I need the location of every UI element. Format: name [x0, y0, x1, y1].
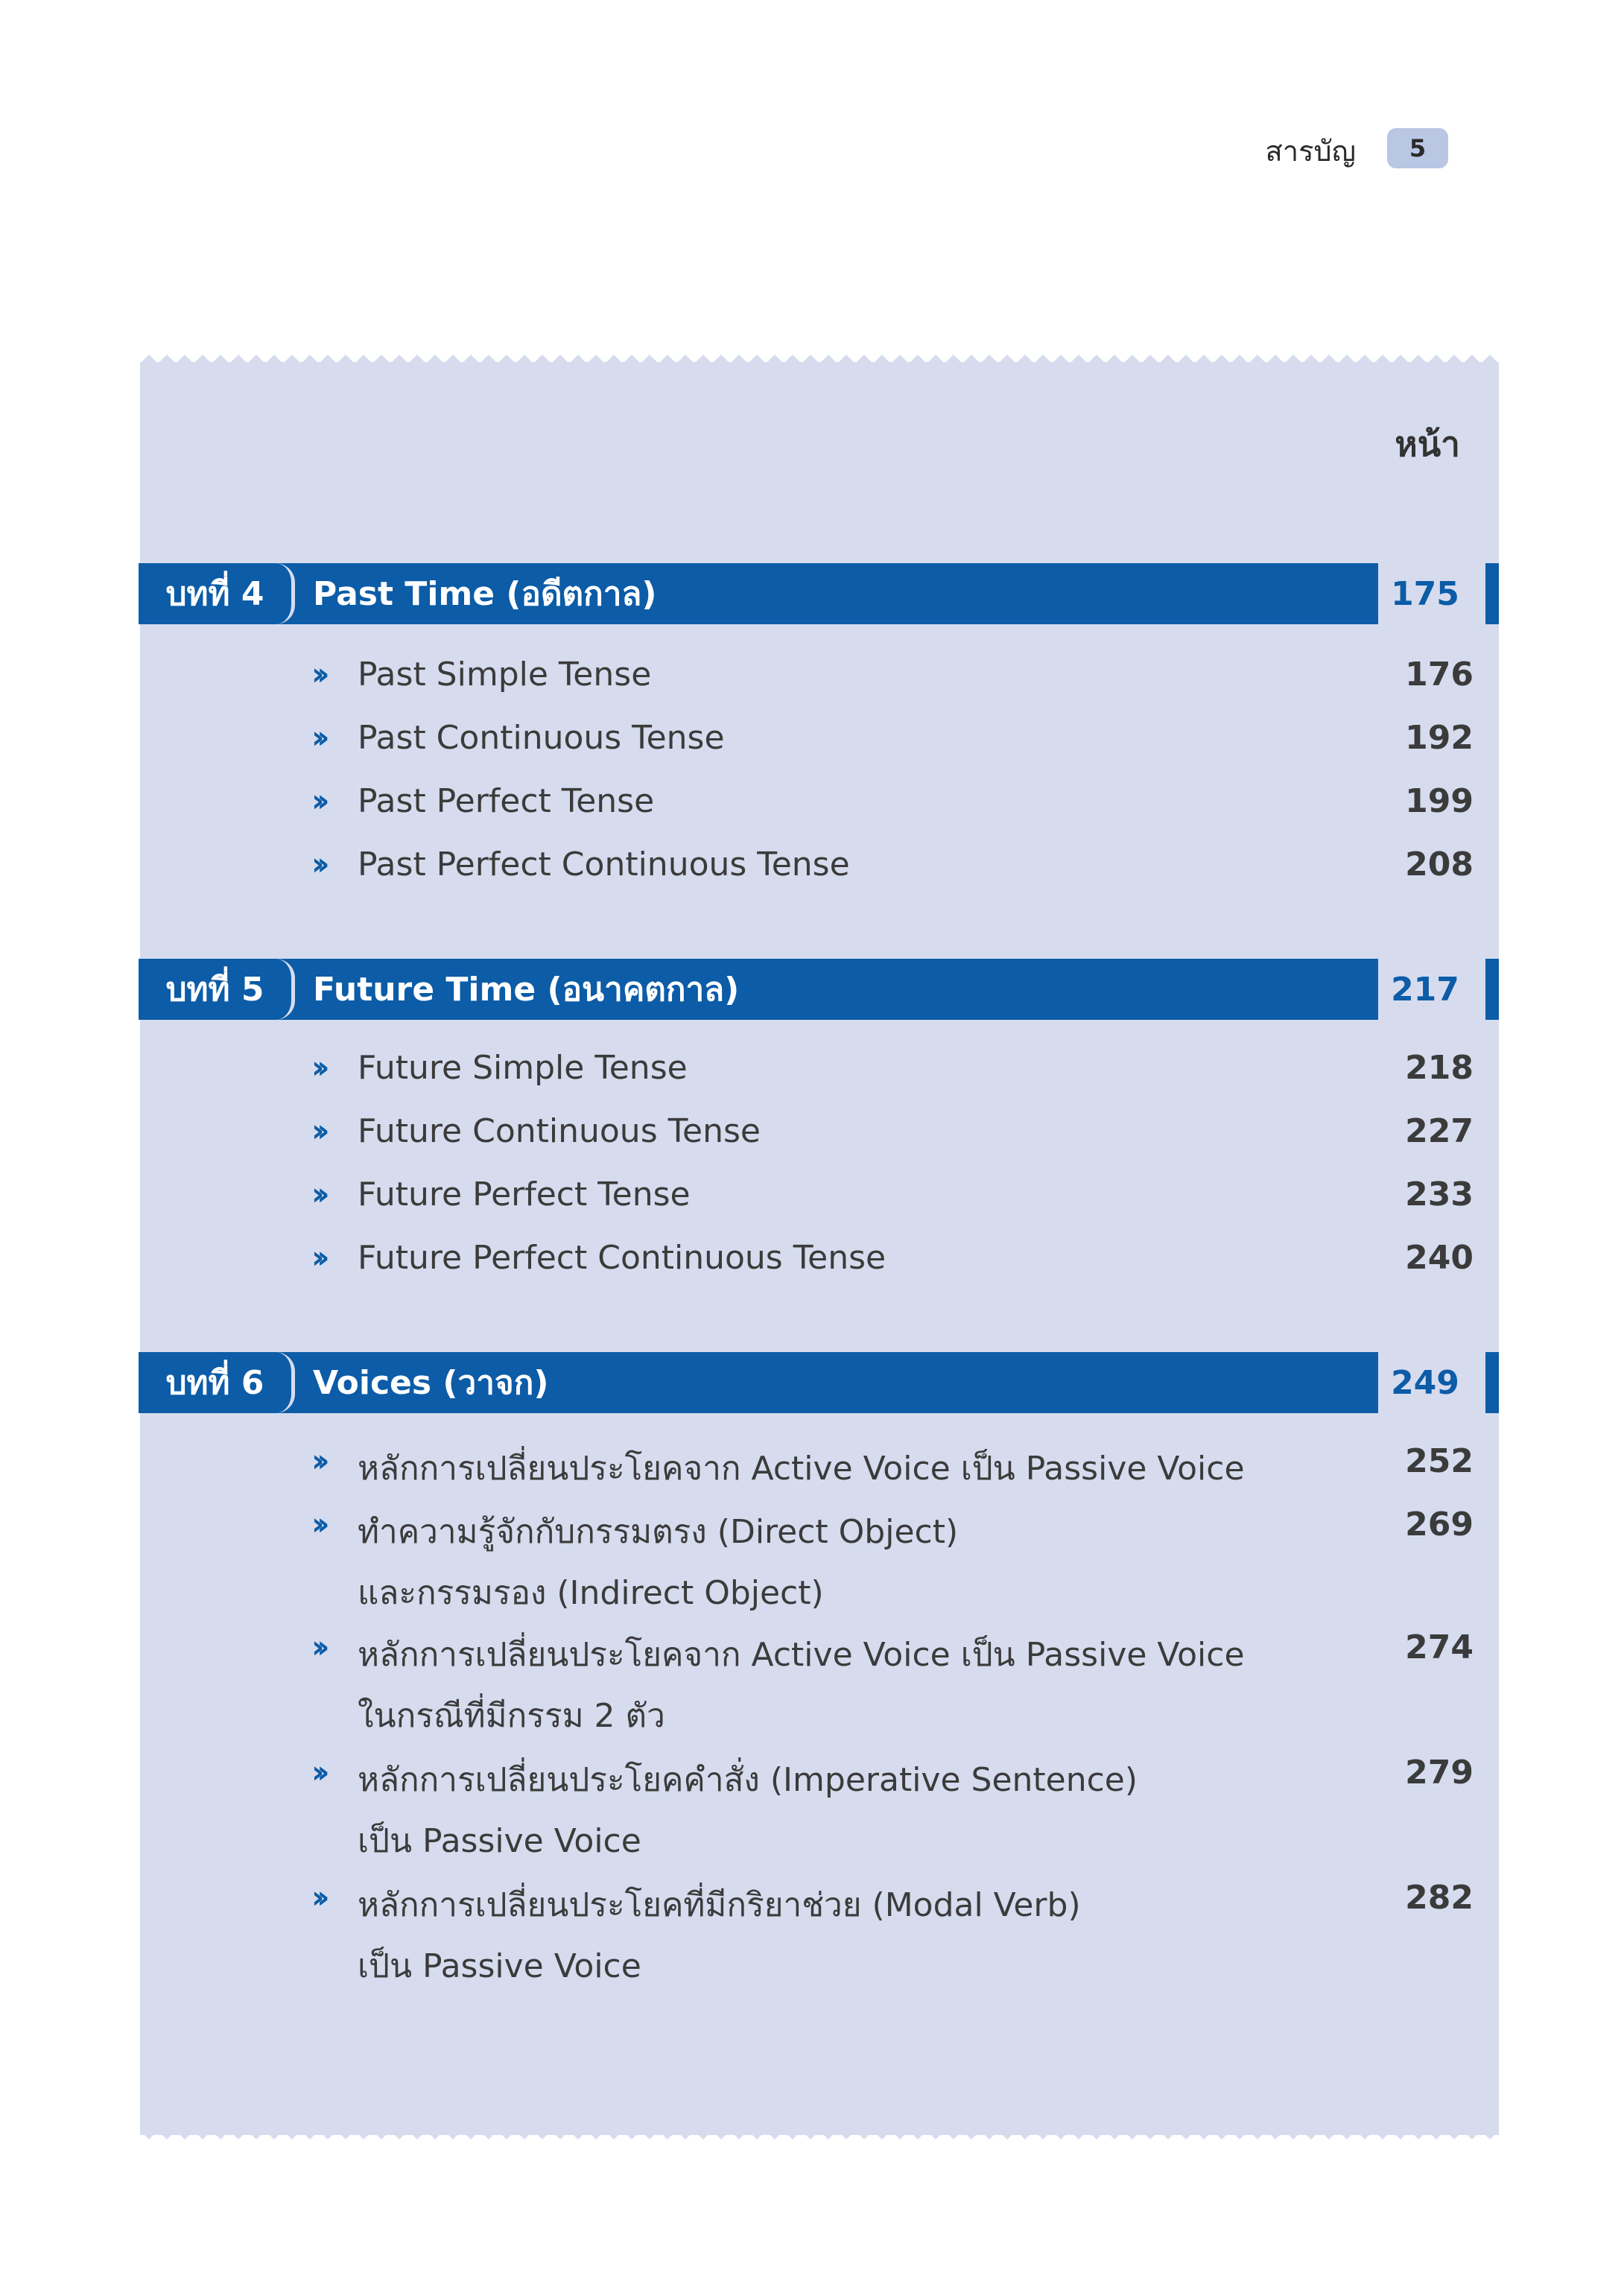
- chapter-page-number: 249: [1391, 1363, 1459, 1402]
- double-chevron-right-icon: ››: [311, 1754, 323, 1790]
- toc-entry-page: 176: [1405, 656, 1474, 694]
- toc-entry-text-continued: เป็น Passive Voice: [358, 1822, 641, 1860]
- toc-entry-page: 208: [1405, 846, 1474, 884]
- toc-entry-text: Past Continuous Tense: [358, 719, 725, 757]
- double-chevron-right-icon: ››: [311, 1879, 323, 1915]
- toc-entry-text: Past Perfect Tense: [358, 782, 655, 820]
- chapter-number-tab[interactable]: บทที่ 4: [139, 563, 295, 624]
- toc-entry-text: Future Continuous Tense: [358, 1112, 761, 1150]
- toc-entry-text-continued: และกรรมรอง (Indirect Object): [358, 1574, 824, 1612]
- chapter-page-number: 175: [1391, 574, 1459, 613]
- panel-bottom-zigzag-edge: [140, 2131, 1499, 2141]
- double-chevron-right-icon: ››: [311, 1049, 323, 1085]
- section-title: สารบัญ: [1265, 135, 1356, 168]
- toc-entry-page: 240: [1405, 1239, 1474, 1277]
- double-chevron-right-icon: ››: [311, 656, 323, 692]
- toc-entry-page: 192: [1405, 719, 1474, 757]
- toc-entry-text-continued: เป็น Passive Voice: [358, 1947, 641, 1985]
- double-chevron-right-icon: ››: [311, 1442, 323, 1479]
- toc-entry-text: Future Perfect Tense: [358, 1176, 691, 1214]
- toc-entry-text: หลักการเปลี่ยนประโยคคำสั่ง (Imperative Sentence): [358, 1761, 1138, 1799]
- chapter-number-tab[interactable]: บทที่ 6: [139, 1352, 295, 1413]
- toc-entry-page: 282: [1405, 1879, 1474, 1917]
- chapter-bar-edge: [1485, 1352, 1499, 1413]
- double-chevron-right-icon: ››: [311, 1239, 323, 1275]
- chapter-bar-edge: [1485, 959, 1499, 1020]
- toc-entry-text: Past Perfect Continuous Tense: [358, 846, 850, 884]
- chapter-bar-edge: [1485, 563, 1499, 624]
- toc-entry-page: 233: [1405, 1176, 1474, 1214]
- chapter-number-tab[interactable]: บทที่ 5: [139, 959, 295, 1020]
- double-chevron-right-icon: ››: [311, 1628, 323, 1665]
- toc-entry-page: 199: [1405, 782, 1474, 820]
- toc-entry-text: Future Perfect Continuous Tense: [358, 1239, 886, 1277]
- chapter-title[interactable]: Future Time (อนาคตกาล): [313, 971, 740, 1009]
- toc-entry-page: 274: [1405, 1628, 1474, 1666]
- toc-entry-page: 252: [1405, 1442, 1474, 1480]
- double-chevron-right-icon: ››: [311, 782, 323, 819]
- double-chevron-right-icon: ››: [311, 846, 323, 882]
- toc-entry-page: 279: [1405, 1754, 1474, 1792]
- toc-entry-text: หลักการเปลี่ยนประโยคจาก Active Voice เป็น Passive Voice: [358, 1450, 1245, 1488]
- double-chevron-right-icon: ››: [311, 1176, 323, 1212]
- toc-entry-text: Future Simple Tense: [358, 1049, 688, 1087]
- toc-entry-page: 218: [1405, 1049, 1474, 1087]
- double-chevron-right-icon: ››: [311, 1506, 323, 1542]
- toc-entry-page: 269: [1405, 1506, 1474, 1544]
- page-number-badge: 5: [1387, 128, 1448, 168]
- toc-entry-text: หลักการเปลี่ยนประโยคจาก Active Voice เป็น Passive Voice: [358, 1636, 1245, 1674]
- toc-entry-text-continued: ในกรณีที่มีกรรม 2 ตัว: [358, 1697, 665, 1735]
- toc-entry-text: Past Simple Tense: [358, 656, 652, 694]
- chapter-title[interactable]: Past Time (อดีตกาล): [313, 575, 657, 613]
- toc-entry-text: หลักการเปลี่ยนประโยคที่มีกริยาช่วย (Modal Verb): [358, 1886, 1081, 1924]
- double-chevron-right-icon: ››: [311, 1112, 323, 1149]
- toc-entry-text: ทำความรู้จักกับกรรมตรง (Direct Object): [358, 1513, 959, 1551]
- chapter-page-number: 217: [1391, 970, 1459, 1009]
- toc-entry-page: 227: [1405, 1112, 1474, 1150]
- page-column-label: หน้า: [1395, 424, 1460, 464]
- double-chevron-right-icon: ››: [311, 719, 323, 755]
- chapter-title[interactable]: Voices (วาจก): [313, 1364, 549, 1402]
